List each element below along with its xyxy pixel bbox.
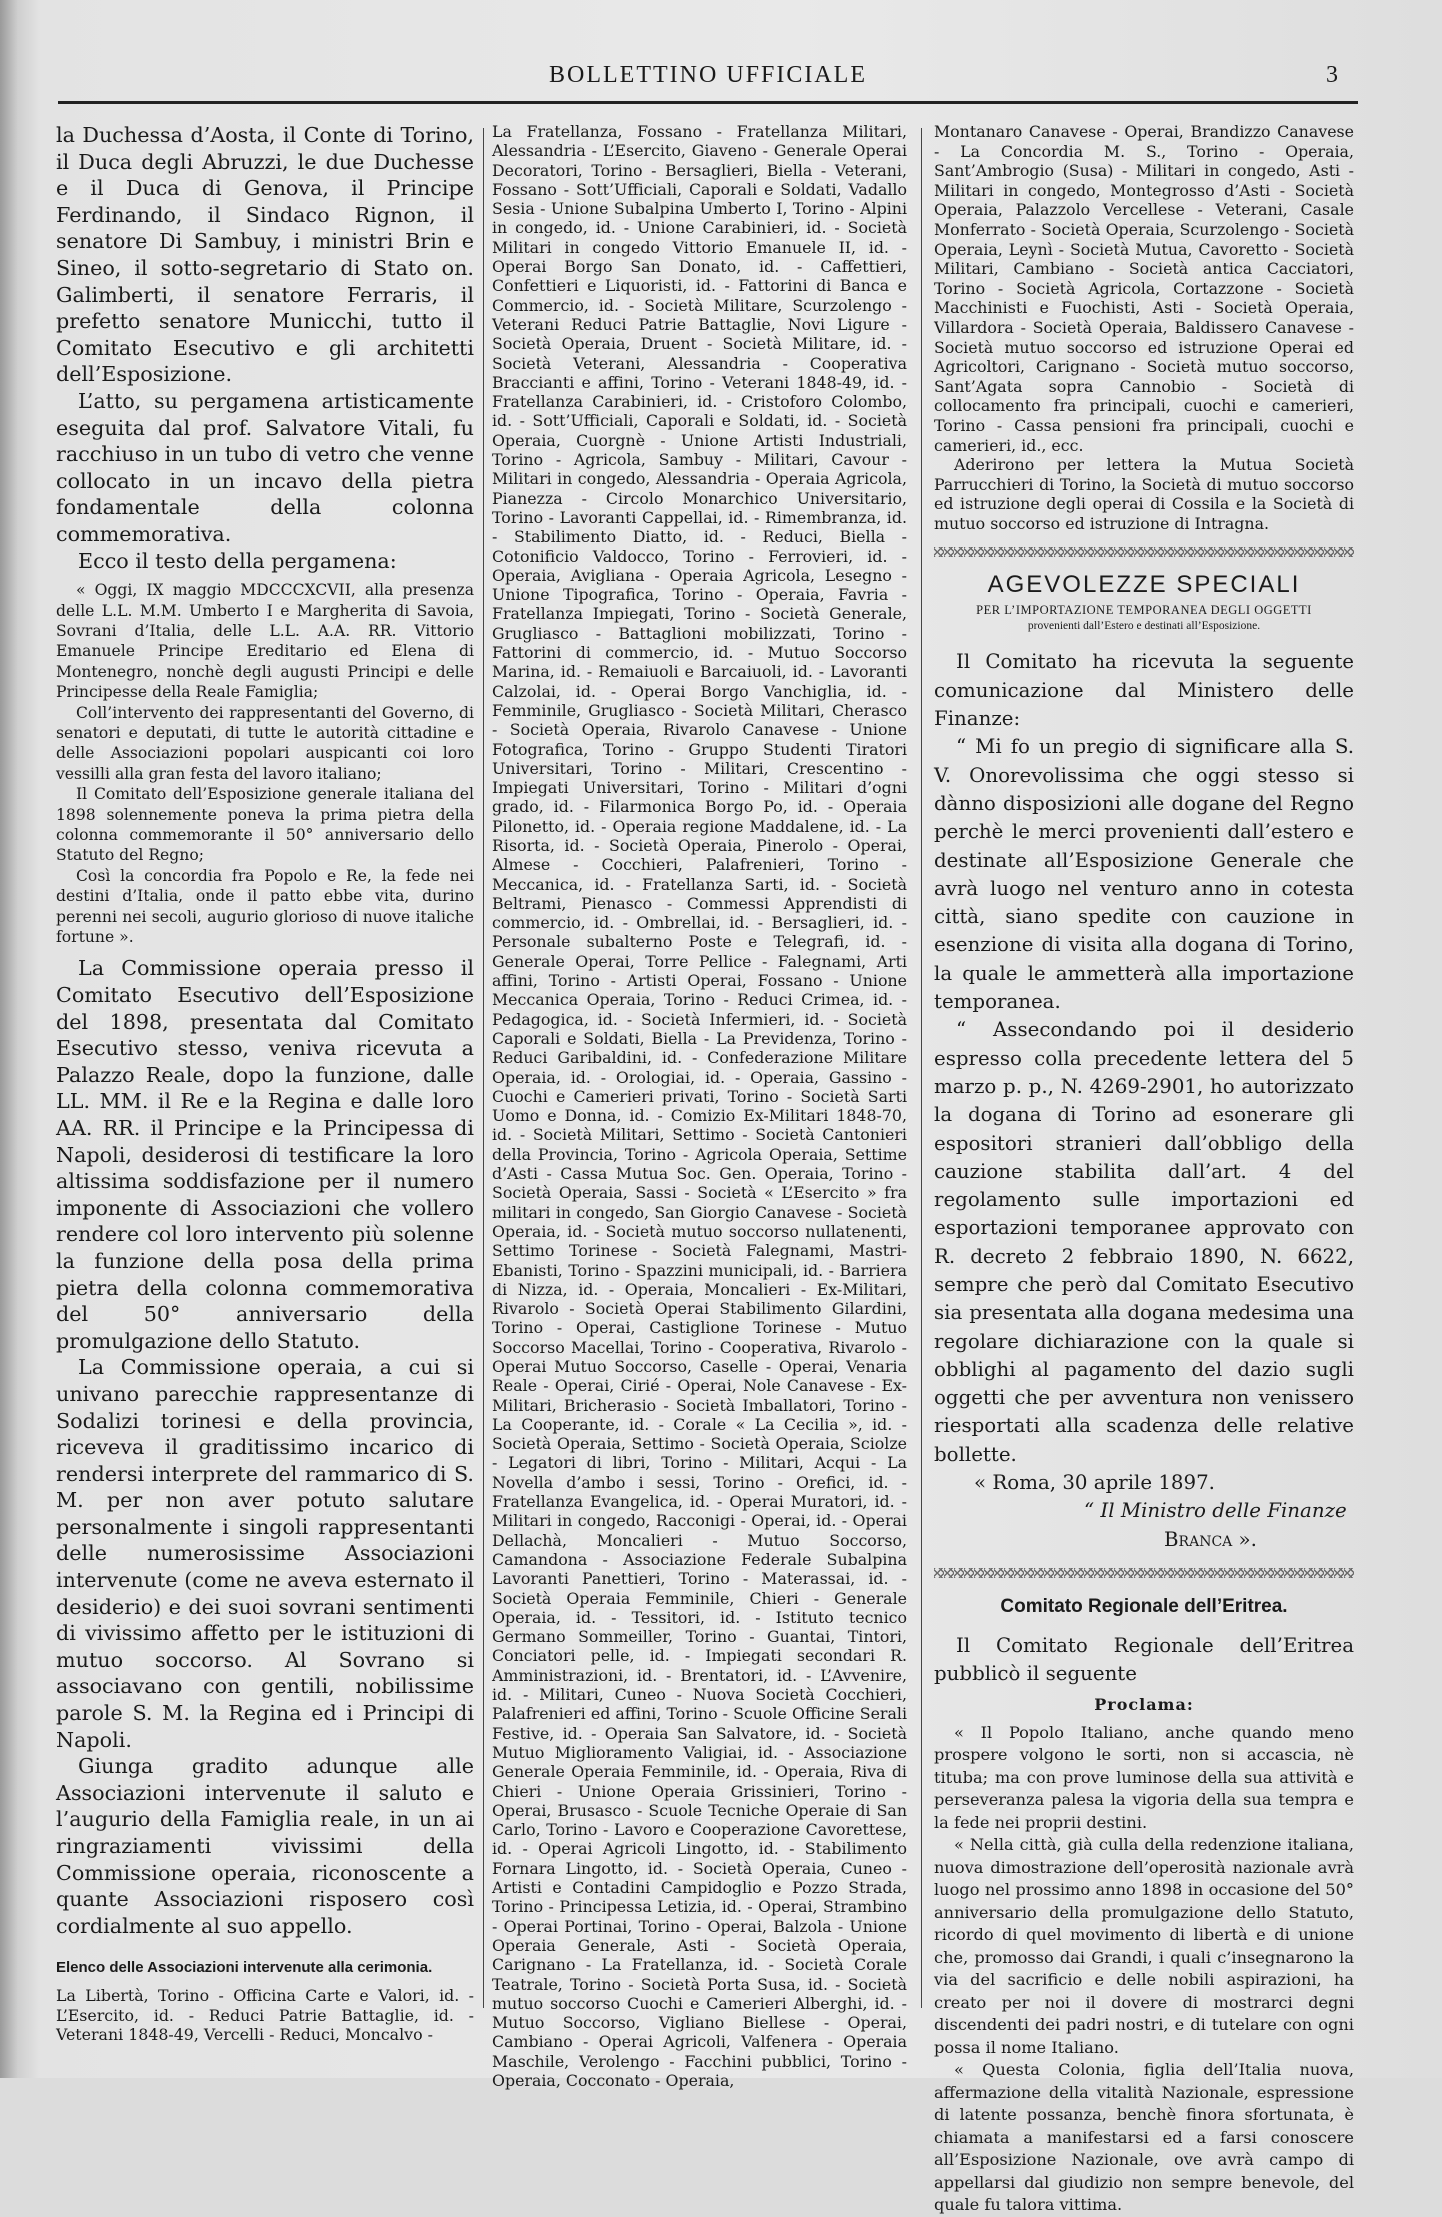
page-header [58,58,1358,98]
associations-list-end: Montanaro Canavese - Operai, Brandizzo Canavese - La Concordia M. S., Torino - Operaia, Sant’Ambrogio (Susa) - Militari in congedo, Asti - Militari in congedo, Montegrosso d’Asti - Società Operaia, Palazzolo Vercellese - Veterani, Casale Monferrato - Società Operaia, Scurzolengo - Società Operaia, Leynì - Società Mutua, Cavoretto - Società Militari, Cambiano - Società antica Cacciatori, Torino - Società Agricola, Cortazzone - Società Macchinisti e Fuochisti, Asti - Società Operaia, Villardora - Società Operaia, Baldissero Canavese - Società mutuo soccorso ed istruzione Operai ed Agricoltori, Carignano - Società mutuo soccorso, Sant’Agata sopra Cannobio - Società di collocamento fra principali, cuochi e camerieri, Torino - Cassa pensioni fra principali, cuochi e camerieri, id., ecc. [934,122,1354,455]
agevolezze-p1: Il Comitato ha ricevuta la seguente comunicazione dal Ministero delle Finanze: [934,650,1354,731]
elenco-heading: Elenco delle Associazioni intervenute alla cerimonia. [56,1959,433,1977]
header-rule [58,101,1358,104]
column-left [56,122,474,2044]
intro-paragraph: la Duchessa d’Aosta, il Conte di Torino, il Duca degli Abruzzi, le due Duchesse e il Duca di Genova, il Principe Ferdinando, il Sindaco Rignon, il senatore Di Sambuy, i ministri Brin e Sineo, il sotto-segretario di Stato on. Galimberti, il senatore Ferraris, il prefetto senatore Municchi, tutto il Comitato Esecutivo e gli architetti dell’Esposizione. [56,123,474,387]
agevolezze-subtitle-2: provenienti dall’Estero e destinati all’Esposizione. [1027,620,1261,633]
newspaper-title: BOLLETTINO UFFICIALE [549,62,867,88]
proclama-p1: « Il Popolo Italiano, anche quando meno prospere volgono le sorti, non si accascia, nè tituba; ma con prove luminose della sua attività e perseveranza palesa la vigoria della sua tempra e la fede nei proprii destini. [934,1722,1354,1832]
proclama-heading: Proclama: [1094,1694,1194,1714]
giunga-paragraph: Giunga gradito adunque alle Associazioni intervenute il saluto e l’augurio della Famiglia reale, in un ai ringraziamenti vivissimi della Commissione operaia, riconoscente a quante Associazioni risposero così cordialmente al suo appello. [56,1754,474,1938]
pergamena-1: « Oggi, IX maggio MDCCCXCVII, alla presenza delle L.L. M.M. Umberto I e Margherita di Savoia, Sovrani d’Italia, delle L.L. A.A. RR. Vittorio Emanuele Principe Ereditario ed Elena di Montenegro, nonchè degli augusti Principi e delle Principesse della Reale Famiglia; [56,581,474,702]
agevolezze-p2: “ Mi fo un pregio di significare alla S. V. Onorevolissima che oggi stesso si dànno disposizioni alle dogane del Regno perchè le merci provenienti dall’estero e destinate all’Esposizione Generale che avrà luogo nel venturo anno in cotesta città, siano spedite con cauzione in esenzione di visita alla dogana di Torino, la quale le ammetterà alla importazione temporanea. [934,735,1354,1014]
proclama-p2: « Nella città, già culla della redenzione italiana, nuova dimostrazione dell’operosità nazionale avrà luogo nel prossimo anno 1898 in occasione del 50° anniversario della promulgazione dello Statuto, ricordo di quel movimento di libertà e di unione che, promosso dai Grandi, i quali c’insegnarono la via del sacrificio e delle nobili aspirazioni, ha creato per noi il dovere di mostrarci degni discendenti dei padri nostri, e di tutelare con ogni possa il nome Italiano. [934,1835,1354,2057]
column-middle [492,122,907,2090]
eritrea-heading: Comitato Regionale dell’Eritrea. [1000,1595,1288,1617]
agevolezze-date: « Roma, 30 aprile 1897. [974,1471,1215,1495]
column-divider-2 [921,128,922,2008]
pergamena-4: Così la concordia fra Popolo e Re, la fede nei destini d’Italia, onde il patto ebbe vita, durino perenni nei secoli, augurio glorioso di nuove italiche fortune ». [56,866,474,946]
agevolezze-signature-1: “ Il Ministro delle Finanze [1084,1499,1347,1523]
elenco-start: La Libertà, Torino - Officina Carte e Valori, id. - L’Esercito, id. - Reduci Patrie Battaglie, id. - Veterani 1848-49, Vercelli - Reduci, Moncalvo - [56,1986,474,2044]
agevolezze-title: AGEVOLEZZE SPECIALI [987,571,1301,599]
column-right [934,122,1354,2215]
agevolezze-signature-2: Branca ». [1164,1527,1257,1551]
pergamena-2: Coll’intervento dei rappresentanti del Governo, di senatori e deputati, di tutte le autorità cittadine e delle Associazioni popolari auspicanti coi loro vessilli alla gran festa del lavoro italiano; [56,703,474,783]
ornamental-divider-2 [934,1568,1354,1578]
aderirono-paragraph: Aderirono per lettera la Mutua Società Parrucchieri di Torino, la Società di mutuo soccorso ed istruzione degli operai di Cossila e la Società di mutuo soccorso ed istruzione di Intragna. [934,455,1354,533]
agevolezze-subtitle: PER L’IMPORTAZIONE TEMPORANEA DEGLI OGGETTI [976,603,1312,618]
proclama-p3: « Questa Colonia, figlia dell’Italia nuova, affermazione della vitalità Nazionale, espressione di latente possanza, benchè finora sfortunata, è chiamata a manifestarsi ed a farsi conoscere all’Esposizione Nazionale, ove avrà campo di appellarsi dal giudizio non sempre benevole, del quale fu talora vittima. [934,2060,1354,2215]
atto-paragraph: L’atto, su pergamena artisticamente eseguita dal prof. Salvatore Vitali, fu racchiuso in un tubo di vetro che venne collocato in un incavo della pietra fondamentale della colonna commemorativa. [56,388,474,546]
column-divider-1 [483,128,484,2008]
commissione-paragraph: La Commissione operaia presso il Comitato Esecutivo dell’Esposizione del 1898, presentata dal Comitato Esecutivo stesso, veniva ricevuta a Palazzo Reale, dopo la funzione, dalle LL. MM. il Re e la Regina e dalle loro AA. RR. il Principe e la Principessa di Napoli, desiderosi di testificare la loro altissima soddisfazione per il numero imponente di Associazioni che vollero rendere col loro intervento più solenne la funzione della posa della prima pietra della colonna commemorativa del 50° anniversario della promulgazione dello Statuto. [56,956,474,1353]
commissione-paragraph-2: La Commissione operaia, a cui si univano parecchie rappresentanze di Sodalizi torinesi e della provincia, riceveva il graditissimo incarico di rendersi interprete del rammarico di S. M. per non aver potuto salutare personalmente i singoli rappresentanti delle numerosissime Associazioni intervenute (come ne aveva esternato il desiderio) e dei suoi sovrani sentimenti di vivissimo affetto per le istituzioni di mutuo soccorso. Al Sovrano si associavano con gentili, nobilissime parole S. M. la Regina ed i Principi di Napoli. [56,1355,474,1752]
ecco-paragraph: Ecco il testo della pergamena: [78,548,397,573]
page-number: 3 [1326,62,1338,88]
ornamental-divider [934,547,1354,557]
associations-list: La Fratellanza, Fossano - Fratellanza Militari, Alessandria - L’Esercito, Giaveno - Generale Operai Decoratori, Torino - Bersaglieri, Biella - Veterani, Fossano - Sott’Ufficiali, Caporali e Soldati, Vadallo Sesia - Unione Subalpina Umberto I, Torino - Alpini in congedo, id. - Unione Carabinieri, id. - Società Militari in congedo Vittorio Emanuele II, id. - Operai Borgo San Donato, id. - Caffettieri, Confettieri e Liquoristi, id. - Fattorini di Banca e Commercio, id. - Società Militare, Scurzolengo - Veterani Reduci Patrie Battaglie, Novi Ligure - Società Operaia, Druent - Società Militare, id. - Società Veterani, Alessandria - Cooperativa Braccianti e affini, Torino - Veterani 1848-49, id. - Fratellanza Carabinieri, id. - Cristoforo Colombo, id. - Sott’Ufficiali, Caporali e Soldati, id. - Società Operaia, Cuorgnè - Unione Artisti Industriali, Torino - Agricola, Sambuy - Militari, Cavour - Militari in congedo, Alessandria - Operaia Agricola, Pianezza - Circolo Monarchico Universitario, Torino - Lavoranti Cappellai, id. - Rimembranza, id. - Stabilimento Diatto, id. - Reduci, Biella - Cotonificio Valdocco, Torino - Ferrovieri, id. - Operaia, Avigliana - Operaia Agricola, Lesegno - Unione Tipografica, Torino - Operaia, Favria - Fratellanza Impiegati, Torino - Società Generale, Grugliasco - Battaglioni mobilizzati, Torino - Fattorini di commercio, id. - Mutuo Soccorso Marina, id. - Remaiuoli e Barcaiuoli, id. - Lavoranti Calzolai, id. - Operai Borgo Vanchiglia, id. - Femminile, Grugliasco - Società Militari, Cherasco - Società Operaia, Rivarolo Canavese - Unione Fotografica, Torino - Gruppo Studenti Tiratori Universitari, Torino - Militari, Crescentino - Impiegati Universitari, Torino - Militari d’ogni grado, id. - Filarmonica Borgo Po, id. - Operaia Pilonetto, id. - Operaia regione Maddalene, id. - La Risorta, id. - Società Operaia, Pinerolo - Operai, Almese - Cocchieri, Palafrenieri, Torino - Meccanica, id. - Fratellanza Sarti, id. - Società Beltrami, Pienasco - Commessi Apprendisti di commercio, id. - Ombrellai, id. - Bersaglieri, id. - Personale subalterno Poste e Telegrafi, id. - Generale Operai, Torre Pellice - Falegnami, Arti affini, Torino - Artisti Operai, Fossano - Unione Meccanica Operaia, Torino - Reduci Crimea, id. - Pedagogica, id. - Società Infermieri, id. - Società Caporali e Soldati, Biella - La Previdenza, Torino - Reduci Garibaldini, id. - Confederazione Militare Operaia, id. - Orologiai, id. - Operaia, Gassino - Cuochi e Camerieri privati, Torino - Società Sarti Uomo e Donna, id. - Comizio Ex-Militari 1848-70, id. - Società Militari, Settimo - Società Cantonieri della Provincia, Torino - Agricola Operaia, Settime d’Asti - Cassa Mutua Soc. Gen. Operaia, Torino - Società Operaia, Sassi - Società « L’Esercito » fra militari in congedo, San Giorgio Canavese - Società Operaia, id. - Società mutuo soccorso nullatenenti, Settimo Torinese - Società Falegnami, Mastri-Ebanisti, Torino - Spazzini municipali, id. - Barriera di Nizza, id. - Operaia, Moncalieri - Ex-Militari, Rivarolo - Società Operai Stabilimento Gilardini, Torino - Operai, Castiglione Torinese - Mutuo Soccorso Macellai, Torino - Cooperativa, Rivarolo - Operai Mutuo Soccorso, Caselle - Operai, Venaria Reale - Operai, Cirié - Operai, Nole Canavese - Ex-Militari, Bricherasio - Società Imballatori, Torino - La Cooperante, id. - Corale « La Cecilia », id. - Società Operaia, Settimo - Società Operaia, Sciolze - Legatori di libri, Torino - Militari, Acqui - La Novella d’ambo i sessi, Torino - Orefici, id. - Fratellanza Evangelica, id. - Operai Muratori, id. - Militari in congedo, Racconigi - Operai, id. - Operai Dellachà, Moncalieri - Mutuo Soccorso, Camandona - Associazione Federale Subalpina Lavoranti Panettieri, Torino - Materassai, id. - Società Operaia Femminile, Chieri - Generale Operaia, id. - Tessitori, id. - Istituto tecnico Germano Sommeiller, Torino - Guantai, Tintori, Conciatori pelle, id. - Impiegati secondari R. Amministrazioni, id. - Brentatori, id. - L’Avvenire, id. - Militari, Cuneo - Nuova Società Cocchieri, Palafrenieri ed affini, Torino - Scuole Officine Serali Festive, id. - Operaia San Salvatore, id. - Società Mutuo Miglioramento Valigiai, id. - Associazione Generale Operaia Femminile, id. - Operaia, Riva di Chieri - Unione Operaia Grissinieri, Torino - Operai, Brusasco - Scuole Tecniche Operaie di San Carlo, Torino - Lavoro e Cooperazione Cavorettese, id. - Operai Agricoli Lingotto, id. - Stabilimento Fornara Lingotto, id. - Società Operaia, Cuneo - Artisti e Contadini Campidoglio e Pozzo Strada, Torino - Principessa Letizia, id. - Operai, Strambino - Operai Portinai, Torino - Operai, Balzola - Unione Operaia Generale, Asti - Società Operaia, Carignano - La Fratellanza, id. - Società Corale Teatrale, Torino - Società Porta Susa, id. - Società mutuo soccorso Cuochi e Camerieri Alberghi, id. - Mutuo Soccorso, Vigliano Biellese - Operai, Cambiano - Operai Agricoli, Valfenera - Operaia Maschile, Verolengo - Facchini pubblici, Torino - Operaia, Cocconato - Operaia, [492,122,907,2090]
pergamena-3: Il Comitato dell’Esposizione generale italiana del 1898 solennemente poneva la prima pietra della colonna commemorante il 50° anniversario dello Statuto del Regno; [56,785,474,865]
eritrea-intro: Il Comitato Regionale dell’Eritrea pubblicò il seguente [934,1633,1354,1686]
agevolezze-p3: “ Assecondando poi il desiderio espresso colla precedente lettera del 5 marzo p. p., N. 4269-2901, ho autorizzato la dogana di Torino ad esonerare gli espositori stranieri dall’obbligo della cauzione stabilita dall’art. 4 del regolamento sulle importazioni ed esportazioni temporanee approvato con R. decreto 2 febbraio 1890, N. 6622, sempre che però dal Comitato Esecutivo sia presentata alla dogana medesima una regolare dichiarazione con la quale si obblighi al pagamento del dazio sugli oggetti che per avventura non venissero riesportati alla scadenza delle relative bollette. [934,1018,1354,1466]
